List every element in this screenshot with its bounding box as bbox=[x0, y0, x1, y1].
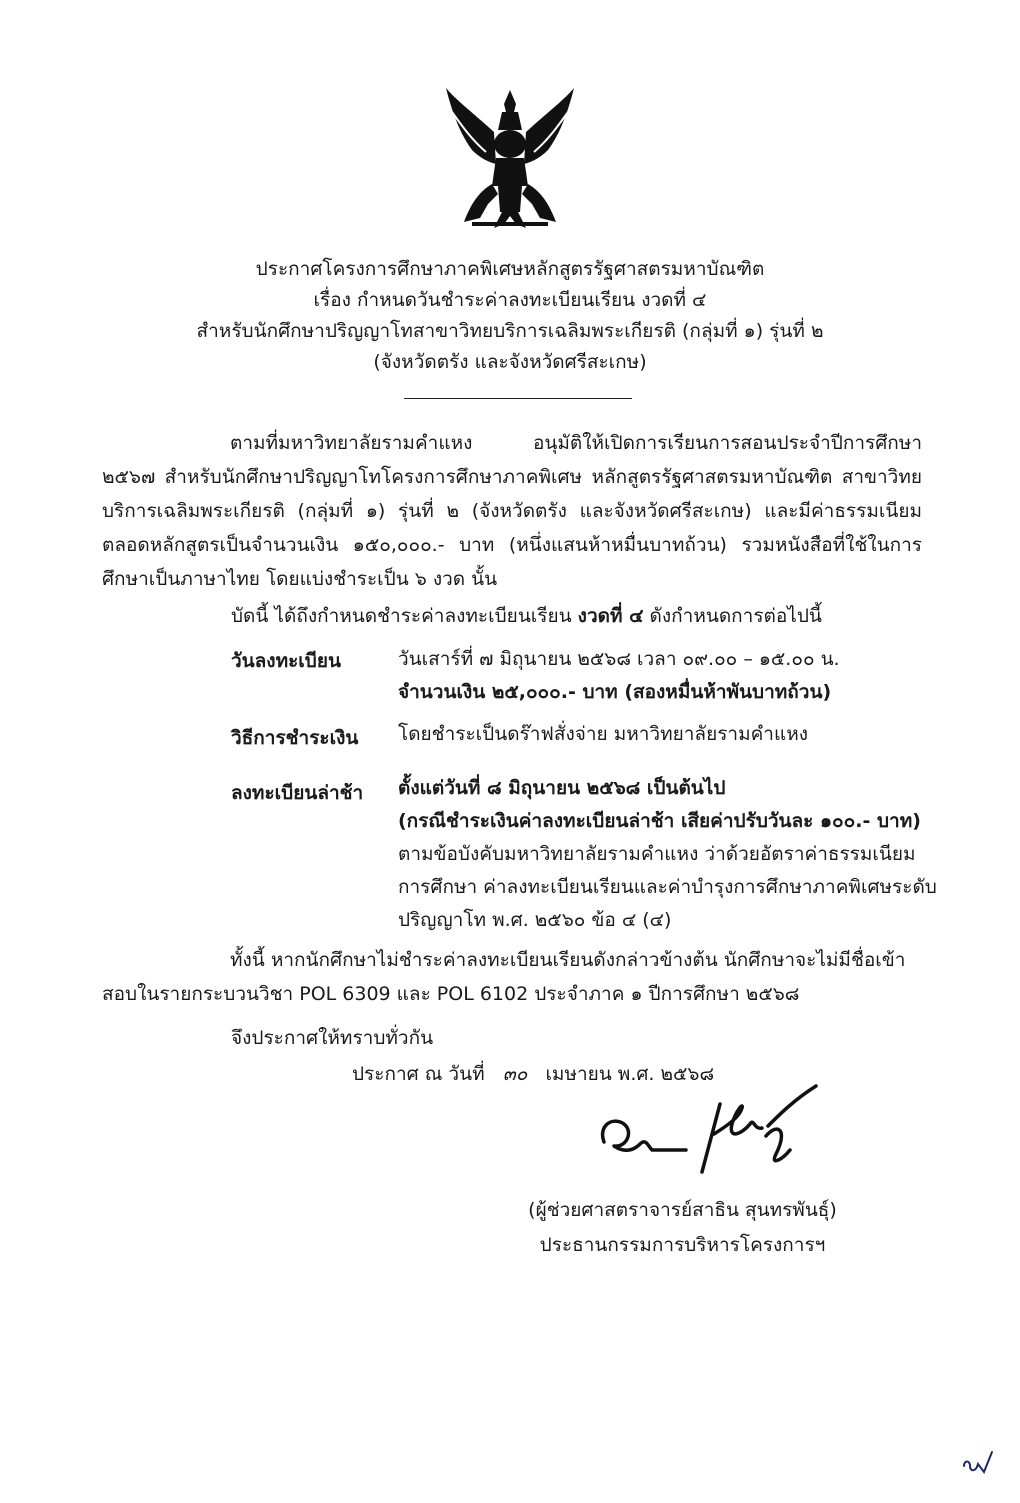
announcement-title bbox=[0, 254, 1020, 378]
installment-number: งวดที่ ๔ bbox=[577, 605, 644, 627]
title-divider bbox=[404, 398, 632, 399]
late-rule-line-1: ตามข้อบังคับมหาวิทยาลัยรามคำแหง ว่าด้วยอัตราค่าธรรมเนียม bbox=[398, 843, 916, 865]
garuda-emblem-icon bbox=[442, 82, 578, 230]
title-line-1: ประกาศโครงการศึกษาภาคพิเศษหลักสูตรรัฐศาสตรมหาบัณฑิต bbox=[255, 258, 765, 280]
late-fine: (กรณีชำระเงินค่าลงทะเบียนล่าช้า เสียค่าปรับวันละ ๑๐๐.- บาท) bbox=[398, 810, 921, 832]
handwritten-page-mark-icon bbox=[960, 1448, 996, 1478]
date-day: ๓๐ bbox=[502, 1063, 528, 1085]
payment-method: โดยชำระเป็นดร๊าฟสั่งจ่าย มหาวิทยาลัยรามคำแหง bbox=[398, 723, 809, 745]
signer-position: ประธานกรรมการบริหารโครงการฯ bbox=[539, 1234, 826, 1256]
signature-icon bbox=[590, 1084, 840, 1184]
paragraph-1 bbox=[102, 426, 922, 596]
title-line-4: (จังหวัดตรัง และจังหวัดศรีสะเกษ) bbox=[373, 351, 647, 373]
registration-amount: จำนวนเงิน ๒๕,๐๐๐.- บาท (สองหมื่นห้าพันบาทถ้วน) bbox=[398, 681, 832, 703]
late-start-date: ตั้งแต่วันที่ ๘ มิถุนายน ๒๕๖๘ เป็นต้นไป bbox=[398, 777, 726, 799]
late-registration-value bbox=[398, 772, 938, 937]
title-line-2: เรื่อง กำหนดวันชำระค่าลงทะเบียนเรียน งวดที่ ๔ bbox=[313, 289, 707, 311]
signer-name: (ผู้ช่วยศาสตราจารย์สาธิน สุนทรพันธุ์) bbox=[528, 1199, 837, 1221]
signer-block bbox=[0, 1193, 1020, 1263]
registration-label: วันลงทะเบียน bbox=[231, 650, 341, 672]
registration-date: วันเสาร์ที่ ๗ มิถุนายน ๒๕๖๘ เวลา ๐๙.๐๐ – ๑๕.๐๐ น. bbox=[398, 648, 840, 670]
announcement-closing: จึงประกาศให้ทราบทั่วกัน bbox=[231, 1027, 434, 1049]
paragraph-2 bbox=[102, 943, 922, 1011]
registration-value bbox=[398, 643, 938, 709]
date-prefix: ประกาศ ณ วันที่ bbox=[352, 1063, 485, 1085]
late-registration-label: ลงทะเบียนล่าช้า bbox=[231, 782, 364, 804]
late-rule-line-3: ปริญญาโท พ.ศ. ๒๕๖๐ ข้อ ๔ (๔) bbox=[398, 909, 672, 931]
schedule-intro-text: บัดนี้ ได้ถึงกำหนดชำระค่าลงทะเบียนเรียน bbox=[231, 605, 578, 627]
schedule-intro-tail: ดังกำหนดการต่อไปนี้ bbox=[643, 605, 822, 627]
payment-label: วิธีการชำระเงิน bbox=[231, 727, 359, 749]
date-suffix: เมษายน พ.ศ. ๒๕๖๘ bbox=[545, 1063, 715, 1085]
paragraph-2-text: ทั้งนี้ หากนักศึกษาไม่ชำระค่าลงทะเบียนเรียนดังกล่าวข้างต้น นักศึกษาจะไม่มีชื่อเข้าสอบในรายกระบวนวิชา POL 6309 และ POL 6102 ประจำภาค ๑ ปีการศึกษา ๒๕๖๘ bbox=[102, 949, 906, 1005]
late-rule-line-2: การศึกษา ค่าลงทะเบียนเรียนและค่าบำรุงการศึกษาภาคพิเศษระดับ bbox=[398, 876, 937, 898]
title-line-3: สำหรับนักศึกษาปริญญาโทสาขาวิทยบริการเฉลิมพระเกียรติ (กลุ่มที่ ๑) รุ่นที่ ๒ bbox=[196, 320, 824, 342]
schedule-intro bbox=[231, 599, 822, 633]
paragraph-1-text: ตามที่มหาวิทยาลัยรามคำแหง อนุมัติให้เปิดการเรียนการสอนประจำปีการศึกษา ๒๕๖๗ สำหรับนักศึกษาปริญญาโทโครงการศึกษาภาคพิเศษ หลักสูตรรัฐศาสตรมหาบัณฑิต สาขาวิทยบริการเฉลิมพระเกียรติ (กลุ่มที่ ๑) รุ่นที่ ๒ (จังหวัดตรัง และจังหวัดศรีสะเกษ) และมีค่าธรรมเนียมตลอดหลักสูตรเป็นจำนวนเงิน ๑๕๐,๐๐๐.- บาท (หนึ่งแสนห้าหมื่นบาทถ้วน) รวมหนังสือที่ใช้ในการศึกษาเป็นภาษาไทย โดยแบ่งชำระเป็น ๖ งวด นั้น bbox=[102, 432, 922, 590]
